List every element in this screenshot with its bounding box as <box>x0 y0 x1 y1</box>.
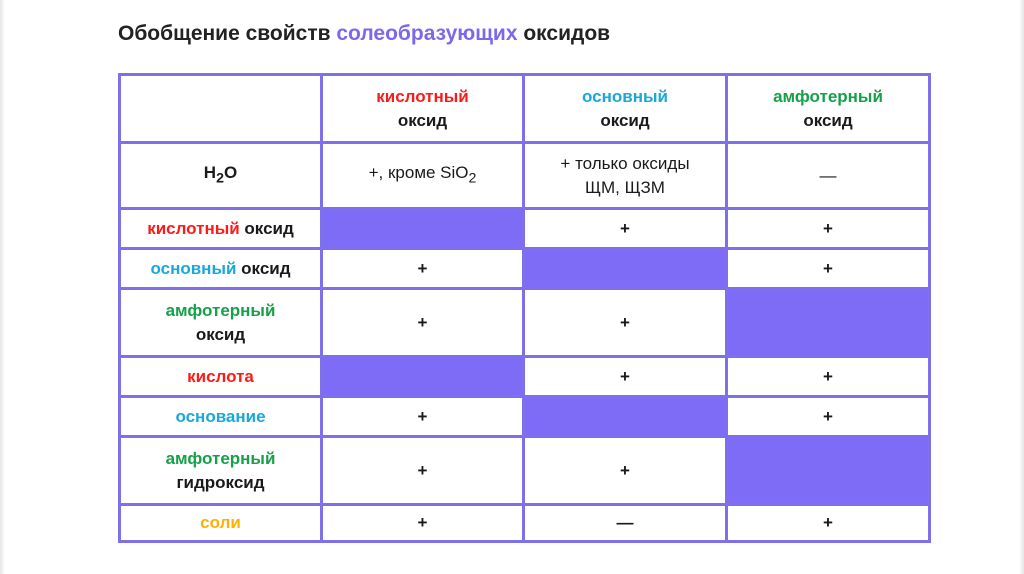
water-subscript: 2 <box>216 170 224 187</box>
cell-filled <box>322 209 524 249</box>
row-label-basic-oxide <box>120 249 322 289</box>
basic-oxide-colored: основный <box>150 258 237 278</box>
table-row-water <box>120 143 930 209</box>
table-row-basic-oxide <box>120 249 930 289</box>
cell-salts-basic: — <box>524 505 727 542</box>
cell-acid-amphoteric: + <box>727 357 930 397</box>
corner-cell <box>120 75 322 143</box>
cell-water-acidic <box>322 143 524 209</box>
header-amphoteric-colored: амфотерный <box>773 86 883 106</box>
water-acidic-subscript: 2 <box>468 170 477 187</box>
amphoteric-oxide-plain: оксид <box>195 324 246 344</box>
table-row-acidic-oxide <box>120 209 930 249</box>
acidic-oxide-colored: кислотный <box>147 218 240 238</box>
header-row <box>120 75 930 143</box>
cell-filled <box>727 437 930 505</box>
header-acidic-plain: оксид <box>397 110 448 130</box>
row-label-base: основание <box>120 397 322 437</box>
cell-basic-oxide-amphoteric: + <box>727 249 930 289</box>
header-basic-oxide <box>524 75 727 143</box>
header-basic-plain: оксид <box>600 110 650 130</box>
header-amphoteric-oxide <box>727 75 930 143</box>
row-label-amphoteric-hydroxide <box>120 437 322 505</box>
cell-amphoteric-oxide-acidic: + <box>322 289 524 357</box>
cell-acidic-oxide-amphoteric: + <box>727 209 930 249</box>
amphoteric-hydroxide-plain: гидроксид <box>176 472 265 492</box>
cell-water-basic <box>524 143 727 209</box>
cell-filled <box>727 289 930 357</box>
table-row-salts <box>120 505 930 542</box>
table-row-amphoteric-hydroxide <box>120 437 930 505</box>
amphoteric-hydroxide-colored: амфотерный <box>165 448 276 468</box>
table-row-acid <box>120 357 930 397</box>
cell-acidic-oxide-basic: + <box>524 209 727 249</box>
row-label-amphoteric-oxide <box>120 289 322 357</box>
properties-table <box>118 73 931 543</box>
cell-salts-amphoteric: + <box>727 505 930 542</box>
cell-acid-basic: + <box>524 357 727 397</box>
cell-filled <box>322 357 524 397</box>
title-accent: солеобразующих <box>336 22 518 45</box>
table-row-base <box>120 397 930 437</box>
cell-base-acidic: + <box>322 397 524 437</box>
cell-salts-acidic: + <box>322 505 524 542</box>
cell-amphoteric-hydroxide-acidic: + <box>322 437 524 505</box>
header-acidic-oxide <box>322 75 524 143</box>
amphoteric-oxide-colored: амфотерный <box>165 300 276 320</box>
cell-water-amphoteric: — <box>727 143 930 209</box>
title-suffix: оксидов <box>517 22 611 45</box>
water-h: H <box>203 163 217 183</box>
header-acidic-colored: кислотный <box>376 86 469 106</box>
water-basic-line1: + только оксиды <box>560 153 690 173</box>
row-label-acid: кислота <box>120 357 322 397</box>
basic-oxide-plain: оксид <box>236 258 291 278</box>
cell-base-amphoteric: + <box>727 397 930 437</box>
water-basic-line2: ЩМ, ЩЗМ <box>585 177 665 197</box>
slide-title <box>118 22 610 46</box>
row-label-acidic-oxide <box>120 209 322 249</box>
page-edge-right <box>1019 0 1024 574</box>
header-amphoteric-plain: оксид <box>803 110 853 130</box>
cell-amphoteric-hydroxide-basic: + <box>524 437 727 505</box>
page-edge-left <box>0 0 5 574</box>
header-basic-colored: основный <box>582 86 668 106</box>
cell-amphoteric-oxide-basic: + <box>524 289 727 357</box>
acidic-oxide-plain: оксид <box>239 218 294 238</box>
title-prefix: Обобщение свойств <box>118 22 337 45</box>
table-row-amphoteric-oxide <box>120 289 930 357</box>
cell-filled <box>524 249 727 289</box>
cell-filled <box>524 397 727 437</box>
water-o: O <box>223 163 238 183</box>
row-label-water <box>120 143 322 209</box>
water-acidic-text: +, кроме SiO <box>368 163 469 183</box>
cell-basic-oxide-acidic: + <box>322 249 524 289</box>
row-label-salts: соли <box>120 505 322 542</box>
